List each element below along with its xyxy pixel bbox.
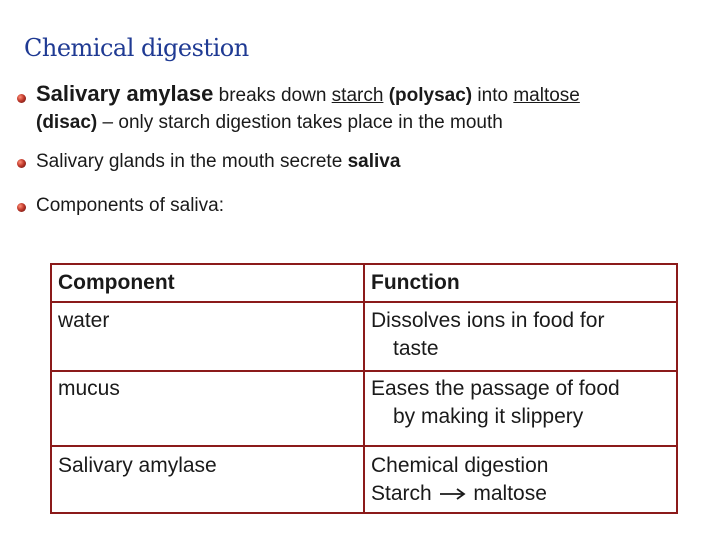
- bullet-dot-icon: [17, 159, 26, 168]
- cell-function-line-2: by making it slippery: [393, 405, 584, 428]
- cell-component: mucus: [58, 377, 120, 400]
- slide-title: Chemical digestion: [24, 34, 249, 62]
- cell-component: Salivary amylase: [58, 454, 217, 477]
- text-starch: Starch: [371, 482, 432, 505]
- row-divider: [50, 370, 678, 372]
- saliva-components-table: [50, 263, 678, 514]
- text-into: into: [472, 85, 514, 106]
- cell-component: water: [58, 309, 110, 332]
- bullet-dot-icon: [17, 203, 26, 212]
- term-salivary-amylase: Salivary amylase: [36, 81, 214, 106]
- cell-function-line-1: Chemical digestion: [371, 454, 549, 477]
- cell-function: [371, 375, 620, 431]
- term-disac: (disac): [36, 112, 98, 133]
- header-component: Component: [58, 271, 175, 294]
- bullet-3-line: Components of saliva:: [36, 195, 224, 216]
- cell-function-line-1: Dissolves ions in food for: [371, 309, 605, 332]
- term-polysac: (polysac): [383, 85, 473, 106]
- bullet-2-line: [36, 150, 400, 174]
- arrow-right-icon: [438, 487, 468, 501]
- bullet-1-line-2: [36, 111, 503, 135]
- header-divider: [50, 301, 678, 303]
- bullet-dot-icon: [17, 94, 26, 103]
- cell-function-line-1: Eases the passage of food: [371, 377, 620, 400]
- text-maltose: maltose: [467, 482, 547, 505]
- header-function: Function: [371, 271, 460, 294]
- cell-function: [371, 452, 548, 508]
- cell-function-line-2: [371, 480, 548, 508]
- text-breaks-down: breaks down: [213, 85, 332, 106]
- cell-function-line-2: taste: [393, 337, 439, 360]
- text-salivary-glands: Salivary glands in the mouth secrete: [36, 151, 348, 172]
- bullet-1-line-1: [36, 82, 580, 108]
- text-only-starch: – only starch digestion takes place in the mouth: [97, 112, 503, 133]
- term-saliva: saliva: [347, 151, 401, 172]
- term-maltose: maltose: [513, 85, 580, 106]
- term-starch: starch: [331, 85, 384, 106]
- cell-function: [371, 307, 604, 363]
- row-divider: [50, 445, 678, 447]
